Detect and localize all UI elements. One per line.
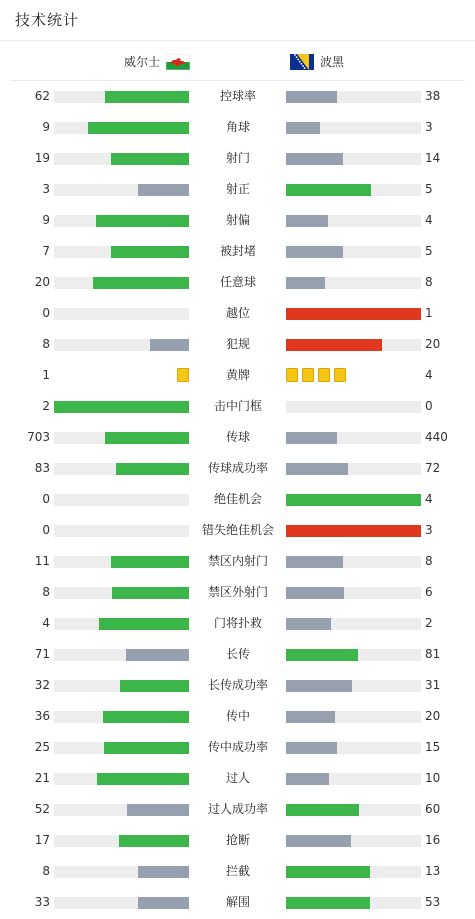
stat-away-value: 8 <box>425 275 433 289</box>
stat-away-bar-track <box>286 432 421 444</box>
stat-home-bar-track <box>54 556 189 568</box>
stat-away-value: 1 <box>425 306 433 320</box>
stat-label: 长传成功率 <box>207 678 268 692</box>
stat-home-value: 9 <box>42 213 50 227</box>
stat-away-value: 440 <box>425 430 448 444</box>
stat-home-bar-track <box>54 339 189 351</box>
stat-home-value: 2 <box>42 399 50 413</box>
stat-home-bar-track <box>54 866 189 878</box>
stat-row <box>0 763 475 794</box>
stat-home-value: 62 <box>34 89 50 103</box>
stat-home-bar-track <box>54 153 189 165</box>
stat-away-bar-track <box>286 308 421 320</box>
stat-row <box>0 453 475 484</box>
stat-home-bar-track <box>54 897 189 909</box>
stat-row <box>0 267 475 298</box>
stat-away-bar-track <box>286 153 421 165</box>
stat-home-bar-track <box>54 246 189 258</box>
stat-home-bar-track <box>54 680 189 692</box>
stat-home-value: 0 <box>42 306 50 320</box>
stat-label: 解围 <box>225 895 250 909</box>
yellow-card-icon <box>302 368 314 382</box>
stat-away-bar <box>286 91 337 103</box>
stat-away-bar-track <box>286 91 421 103</box>
stat-row <box>0 236 475 267</box>
stat-away-bar-track <box>286 277 421 289</box>
stat-away-value: 4 <box>425 492 433 506</box>
stat-away-bar <box>286 308 421 320</box>
stat-home-value: 21 <box>34 771 50 785</box>
stat-home-bar-track <box>54 494 189 506</box>
stat-home-bar <box>88 122 189 134</box>
stat-away-bar-track <box>286 742 421 754</box>
stat-home-bar-track <box>54 804 189 816</box>
yellow-card-icon <box>177 368 189 382</box>
stat-label: 射偏 <box>225 213 250 227</box>
stat-home-value: 8 <box>42 337 50 351</box>
stat-home-bar-track <box>54 277 189 289</box>
stat-away-value: 8 <box>425 554 433 568</box>
stat-home-bar-track <box>54 184 189 196</box>
yellow-card-icon <box>286 368 298 382</box>
stat-away-value: 20 <box>425 337 441 351</box>
stat-home-value: 17 <box>34 833 50 847</box>
stat-home-value: 0 <box>42 523 50 537</box>
stat-home-bar-track <box>54 649 189 661</box>
stat-home-value: 3 <box>42 182 50 196</box>
stat-home-bar-track <box>54 91 189 103</box>
stat-row <box>0 298 475 329</box>
stat-home-bar <box>111 556 189 568</box>
home-cards <box>177 368 189 382</box>
stat-away-bar-track <box>286 680 421 692</box>
stat-home-bar <box>54 401 189 413</box>
stat-home-bar <box>138 866 189 878</box>
stat-row <box>0 701 475 732</box>
away-cards <box>286 368 346 382</box>
stat-away-bar <box>286 897 370 909</box>
stat-label: 传中成功率 <box>207 740 268 754</box>
stat-row <box>0 143 475 174</box>
stat-away-bar-track <box>286 866 421 878</box>
stat-home-value: 4 <box>42 616 50 630</box>
stat-home-bar-track <box>54 742 189 754</box>
stat-home-bar-track <box>54 463 189 475</box>
stat-away-bar-track <box>286 835 421 847</box>
stat-away-value: 10 <box>425 771 441 785</box>
stat-label: 长传 <box>225 647 250 661</box>
stat-home-bar-track <box>54 618 189 630</box>
stat-away-bar <box>286 587 344 599</box>
stat-away-value: 6 <box>425 585 433 599</box>
stat-away-bar-track <box>286 804 421 816</box>
stat-row <box>0 329 475 360</box>
stat-away-value: 14 <box>425 151 441 165</box>
stat-label: 越位 <box>225 306 250 320</box>
stat-away-value: 2 <box>425 616 433 630</box>
stat-away-value: 4 <box>425 213 433 227</box>
stat-away-bar-track <box>286 339 421 351</box>
stat-home-value: 71 <box>34 647 50 661</box>
stat-away-value: 15 <box>425 740 441 754</box>
stat-label: 过人成功率 <box>207 802 268 816</box>
stat-home-bar <box>112 587 189 599</box>
stat-away-bar-track <box>286 587 421 599</box>
stat-away-bar <box>286 835 351 847</box>
stat-home-bar-track <box>54 432 189 444</box>
stat-away-value: 38 <box>425 89 441 103</box>
stat-away-value: 72 <box>425 461 441 475</box>
team-home-name: 威尔士 <box>123 55 160 69</box>
stat-away-bar <box>286 525 421 537</box>
stat-label: 抢断 <box>225 833 250 847</box>
stat-label: 击中门框 <box>213 399 262 413</box>
stat-home-value: 703 <box>27 430 50 444</box>
stat-row <box>0 205 475 236</box>
stat-label: 传球成功率 <box>207 461 268 475</box>
stat-row <box>0 422 475 453</box>
stat-home-bar <box>111 153 189 165</box>
yellow-card-icon <box>318 368 330 382</box>
stat-away-bar-track <box>286 246 421 258</box>
stat-away-bar <box>286 277 325 289</box>
team-away-name: 波黑 <box>320 55 345 69</box>
yellow-card-icon <box>334 368 346 382</box>
stat-away-bar <box>286 463 348 475</box>
stat-away-bar <box>286 184 371 196</box>
stat-home-bar-track <box>54 215 189 227</box>
stat-row <box>0 794 475 825</box>
stat-home-value: 0 <box>42 492 50 506</box>
stat-away-bar <box>286 680 352 692</box>
stat-home-value: 19 <box>34 151 50 165</box>
stat-home-bar <box>97 773 189 785</box>
stat-away-bar-track <box>286 556 421 568</box>
stat-home-value: 7 <box>42 244 50 258</box>
stat-label: 过人 <box>225 771 250 785</box>
stat-label: 角球 <box>225 120 250 134</box>
stat-home-bar <box>127 804 189 816</box>
stat-away-bar-track <box>286 618 421 630</box>
stat-home-value: 11 <box>34 554 50 568</box>
stat-home-bar-track <box>54 308 189 320</box>
stat-away-bar-track <box>286 401 421 413</box>
stat-home-bar-track <box>54 401 189 413</box>
stat-home-bar <box>150 339 189 351</box>
stat-home-bar-track <box>54 773 189 785</box>
stat-away-value: 3 <box>425 523 433 537</box>
stat-label: 任意球 <box>219 275 256 289</box>
stat-home-value: 20 <box>34 275 50 289</box>
stat-row <box>0 360 475 391</box>
stat-home-bar <box>138 184 189 196</box>
stat-away-bar <box>286 432 337 444</box>
stat-away-value: 81 <box>425 647 441 661</box>
teams-header <box>0 42 475 80</box>
title-divider <box>0 40 475 41</box>
stat-row <box>0 484 475 515</box>
stat-away-bar <box>286 215 328 227</box>
stat-home-value: 25 <box>34 740 50 754</box>
stats-list <box>0 81 475 918</box>
stat-label: 控球率 <box>219 89 256 103</box>
stat-away-value: 5 <box>425 182 433 196</box>
team-home <box>124 53 190 70</box>
stat-label: 传中 <box>225 709 250 723</box>
stat-row <box>0 825 475 856</box>
page-title: 技术统计 <box>15 11 80 29</box>
stat-home-bar <box>105 432 189 444</box>
stat-label: 禁区内射门 <box>207 554 268 568</box>
stat-away-bar <box>286 866 370 878</box>
stat-home-value: 36 <box>34 709 50 723</box>
stat-away-value: 16 <box>425 833 441 847</box>
stat-away-value: 13 <box>425 864 441 878</box>
stat-away-value: 53 <box>425 895 441 909</box>
stat-row <box>0 81 475 112</box>
stat-row <box>0 639 475 670</box>
wales-flag-icon <box>166 54 190 70</box>
stat-home-bar <box>138 897 189 909</box>
stat-away-value: 5 <box>425 244 433 258</box>
stat-away-bar <box>286 711 335 723</box>
stat-label: 犯规 <box>225 337 250 351</box>
stat-home-value: 9 <box>42 120 50 134</box>
stat-away-value: 4 <box>425 368 433 382</box>
stat-away-bar-track <box>286 215 421 227</box>
stat-home-bar-track <box>54 835 189 847</box>
stat-away-bar <box>286 339 382 351</box>
stat-away-bar-track <box>286 897 421 909</box>
stat-away-value: 60 <box>425 802 441 816</box>
stat-row <box>0 174 475 205</box>
stat-home-bar <box>126 649 189 661</box>
stat-home-bar-track <box>54 122 189 134</box>
stat-label: 射门 <box>225 151 250 165</box>
stat-away-bar-track <box>286 773 421 785</box>
stat-home-bar <box>104 742 189 754</box>
stat-row <box>0 856 475 887</box>
bosnia-flag-icon <box>290 54 314 70</box>
stat-home-value: 8 <box>42 864 50 878</box>
stat-label: 被封堵 <box>219 244 256 258</box>
stat-away-bar <box>286 742 337 754</box>
team-away <box>290 53 344 70</box>
stat-home-bar-track <box>54 711 189 723</box>
stat-away-value: 3 <box>425 120 433 134</box>
stat-row <box>0 391 475 422</box>
stat-home-value: 32 <box>34 678 50 692</box>
stat-row <box>0 608 475 639</box>
stat-label: 拦截 <box>225 864 250 878</box>
stat-away-value: 0 <box>425 399 433 413</box>
stat-label: 传球 <box>225 430 250 444</box>
stat-away-bar-track <box>286 184 421 196</box>
stat-home-bar <box>116 463 189 475</box>
stat-home-bar <box>105 91 189 103</box>
stat-away-bar <box>286 618 331 630</box>
stat-row <box>0 515 475 546</box>
stat-home-bar-track <box>54 587 189 599</box>
stat-label: 射正 <box>225 182 250 196</box>
stat-home-bar <box>103 711 189 723</box>
stat-away-bar-track <box>286 494 421 506</box>
stat-label: 禁区外射门 <box>207 585 268 599</box>
stat-home-bar <box>111 246 189 258</box>
stat-row <box>0 112 475 143</box>
stat-away-value: 31 <box>425 678 441 692</box>
stat-away-bar <box>286 804 359 816</box>
stat-away-bar <box>286 556 343 568</box>
stat-home-bar-track <box>54 525 189 537</box>
stat-row <box>0 546 475 577</box>
stat-home-bar <box>99 618 189 630</box>
stat-home-value: 52 <box>34 802 50 816</box>
stat-away-bar <box>286 773 329 785</box>
stat-away-value: 20 <box>425 709 441 723</box>
stat-away-bar <box>286 494 421 506</box>
stat-home-value: 1 <box>42 368 50 382</box>
stat-home-bar <box>120 680 189 692</box>
stat-home-value: 83 <box>34 461 50 475</box>
stat-away-bar-track <box>286 122 421 134</box>
stat-home-value: 8 <box>42 585 50 599</box>
stat-label: 错失绝佳机会 <box>201 523 274 537</box>
stat-away-bar <box>286 246 343 258</box>
stat-label: 门将扑救 <box>213 616 262 630</box>
stat-away-bar <box>286 153 343 165</box>
stat-row <box>0 670 475 701</box>
stat-home-value: 33 <box>34 895 50 909</box>
stat-away-bar <box>286 122 320 134</box>
stat-home-bar <box>119 835 189 847</box>
stat-row <box>0 577 475 608</box>
stat-away-bar-track <box>286 649 421 661</box>
stat-label: 绝佳机会 <box>213 492 262 506</box>
stat-row <box>0 887 475 918</box>
stat-away-bar-track <box>286 463 421 475</box>
stat-away-bar-track <box>286 525 421 537</box>
stat-home-bar <box>96 215 189 227</box>
stat-home-bar <box>93 277 189 289</box>
stat-away-bar-track <box>286 711 421 723</box>
stat-row <box>0 732 475 763</box>
stat-away-bar <box>286 649 358 661</box>
stat-label: 黄牌 <box>225 368 250 382</box>
